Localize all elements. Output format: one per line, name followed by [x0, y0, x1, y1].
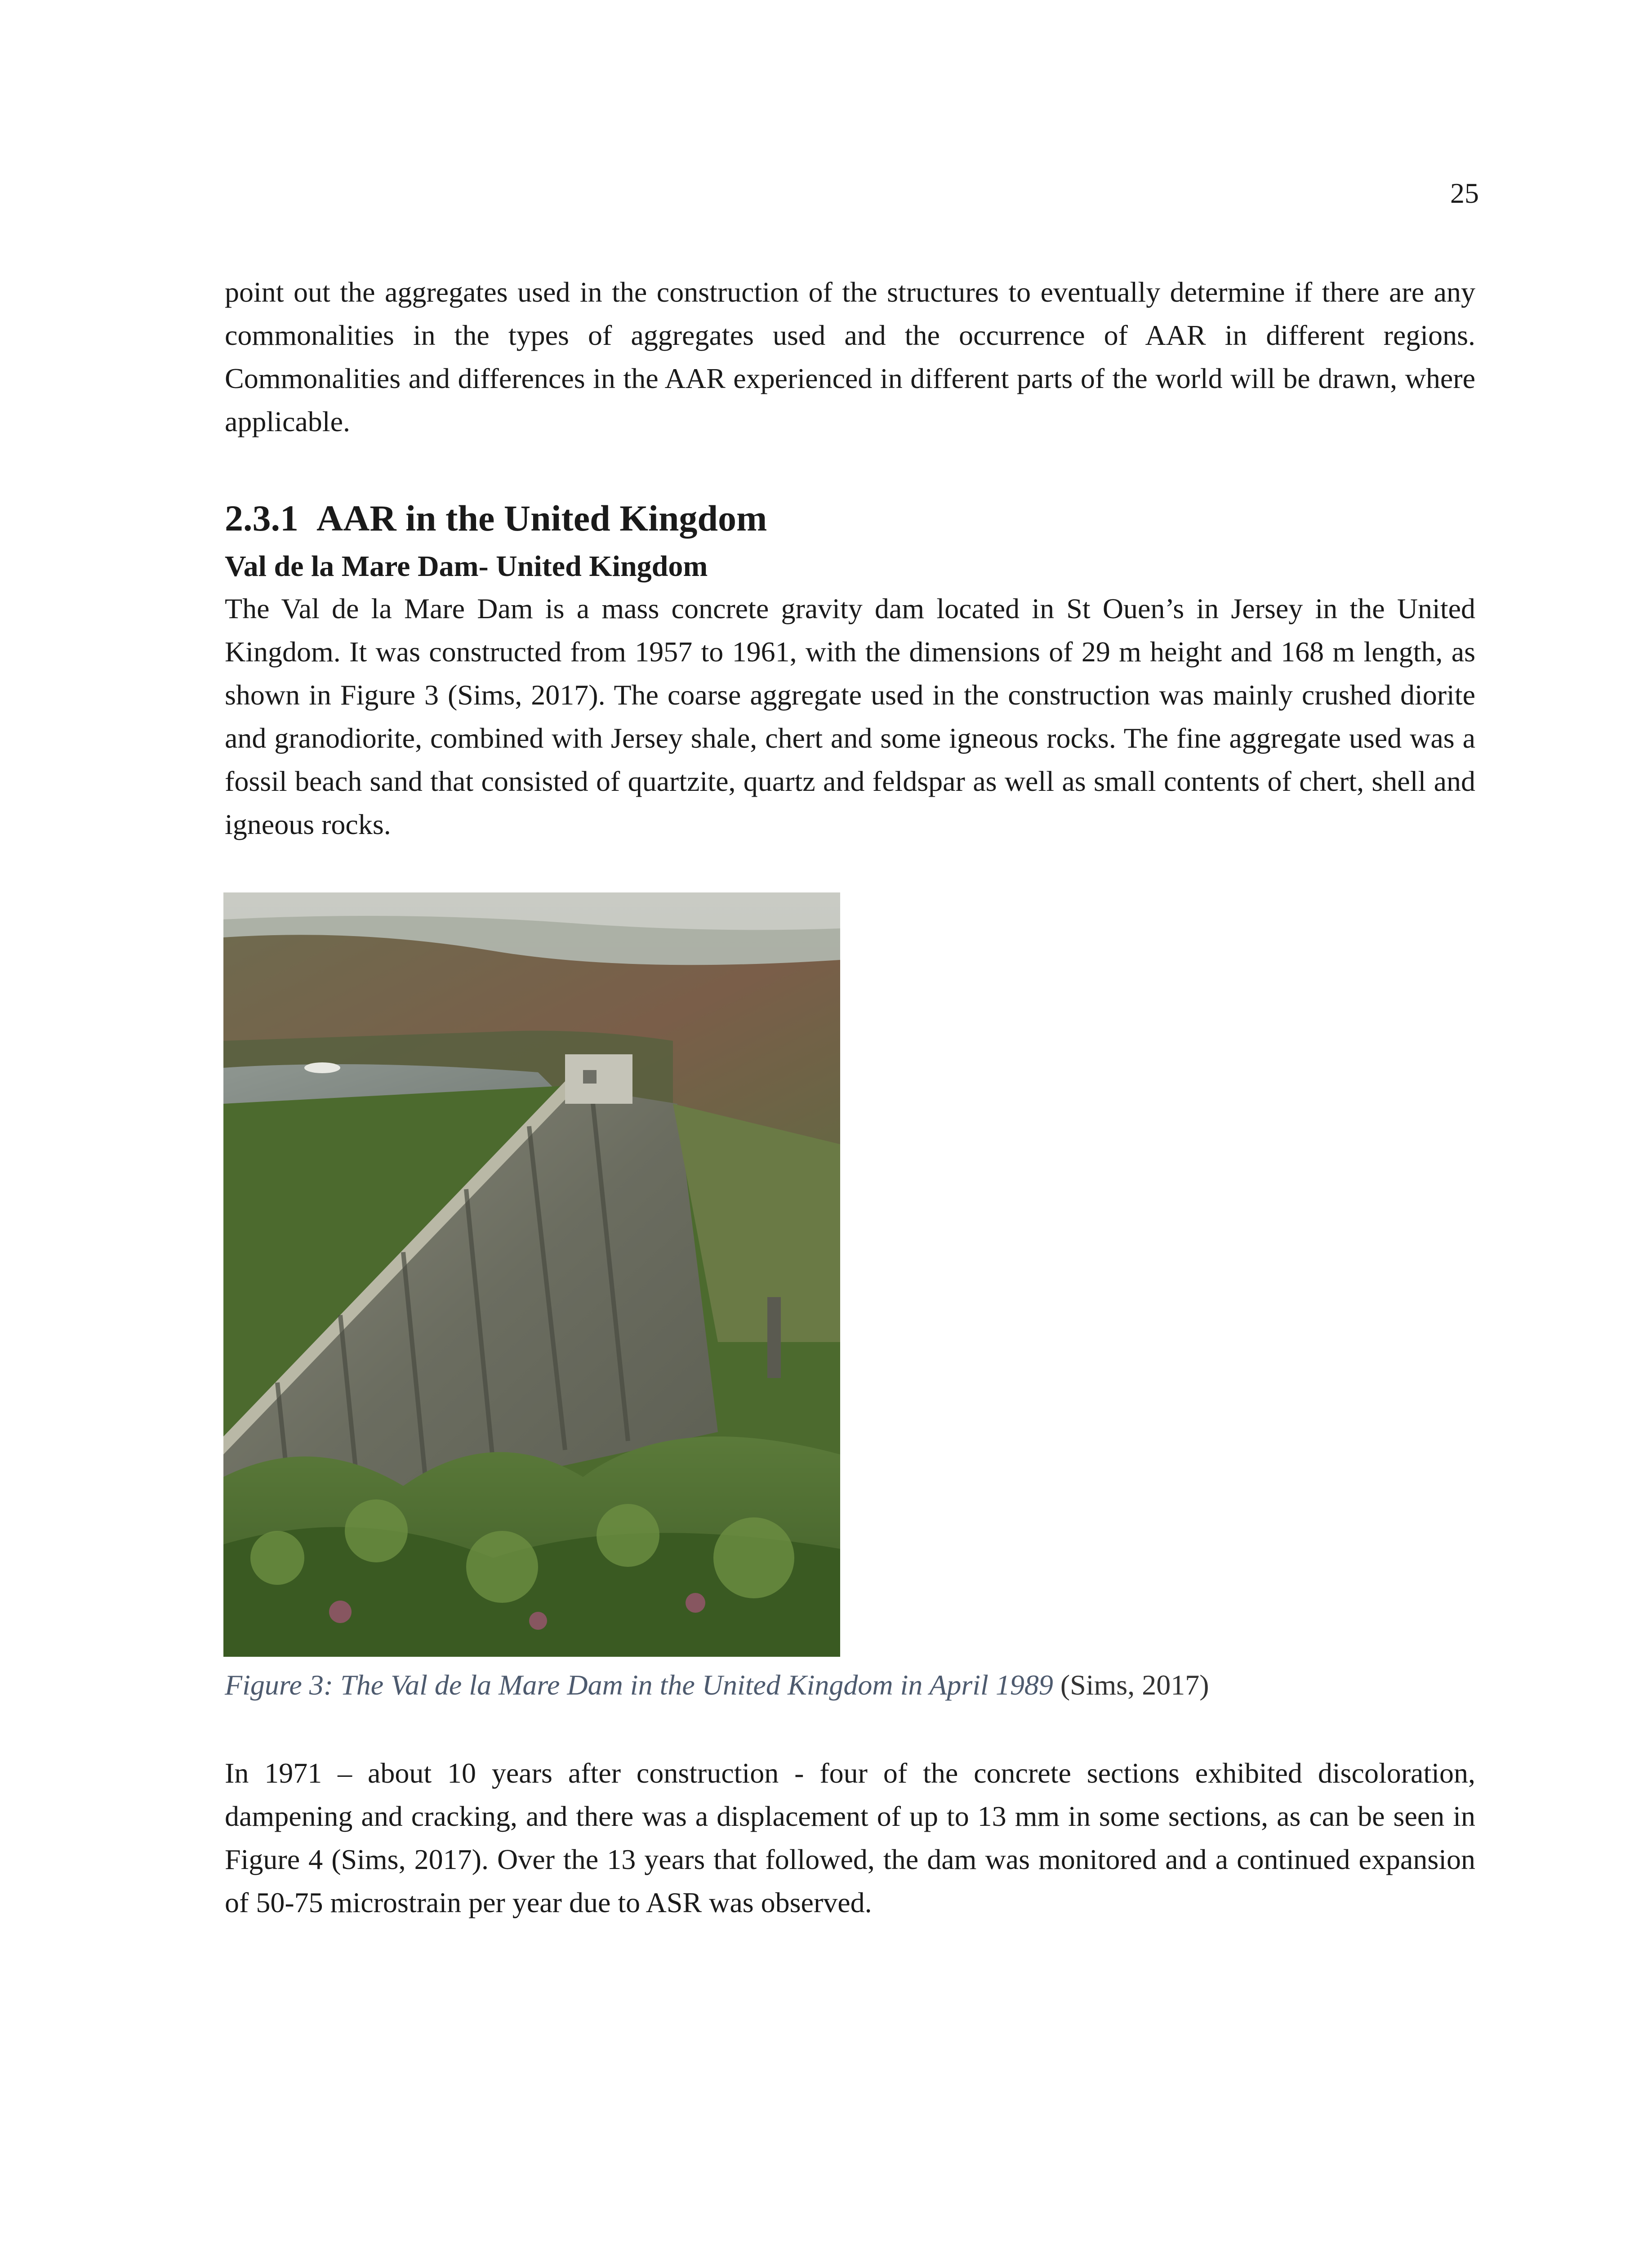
- figure-dam-photo: [223, 892, 840, 1657]
- section-heading: [225, 494, 1475, 543]
- paragraph-intro: point out the aggregates used in the construction of the structures to eventually determine if there are any commonalities in the types of aggregates used and the occurrence of AAR in different regions. Commonalities and differences in the AAR experienced in different parts of the world will be drawn, where applicable.: [225, 276, 1475, 437]
- page-number: 25: [1450, 177, 1479, 209]
- figure-caption: [225, 1664, 1475, 1707]
- caption-citation: (Sims, 2017): [1060, 1669, 1209, 1701]
- caption-text: Figure 3: The Val de la Mare Dam in the United Kingdom in April 1989: [225, 1669, 1053, 1701]
- paragraph-dam-description: The Val de la Mare Dam is a mass concrete gravity dam located in St Ouen’s in Jersey in the United Kingdom. It was constructed from 1957 to 1961, with the dimensions of 29 m height and 168 m length, as shown in Figure 3 (Sims, 2017). The coarse aggregate used in the construction was mainly crushed diorite and granodiorite, combined with Jersey shale, chert and some igneous rocks. The fine aggregate used was a fossil beach sand that consisted of quartzite, quartz and feldspar as well as small contents of chert, shell and igneous rocks.: [225, 593, 1475, 840]
- section-title: AAR in the United Kingdom: [316, 498, 767, 539]
- dam-photo-illustration: [223, 892, 840, 1657]
- subsection-heading: Val de la Mare Dam- United Kingdom: [225, 550, 708, 583]
- paragraph-dam-history: In 1971 – about 10 years after construction - four of the concrete sections exhibited discoloration, dampening and cracking, and there was a displacement of up to 13 mm in some sections, as can be seen in Figure 4 (Sims, 2017). Over the 13 years that followed, the dam was monitored and a continued expansion of 50-75 microstrain per year due to ASR was observed.: [225, 1757, 1475, 1918]
- section-number: 2.3.1: [225, 498, 298, 539]
